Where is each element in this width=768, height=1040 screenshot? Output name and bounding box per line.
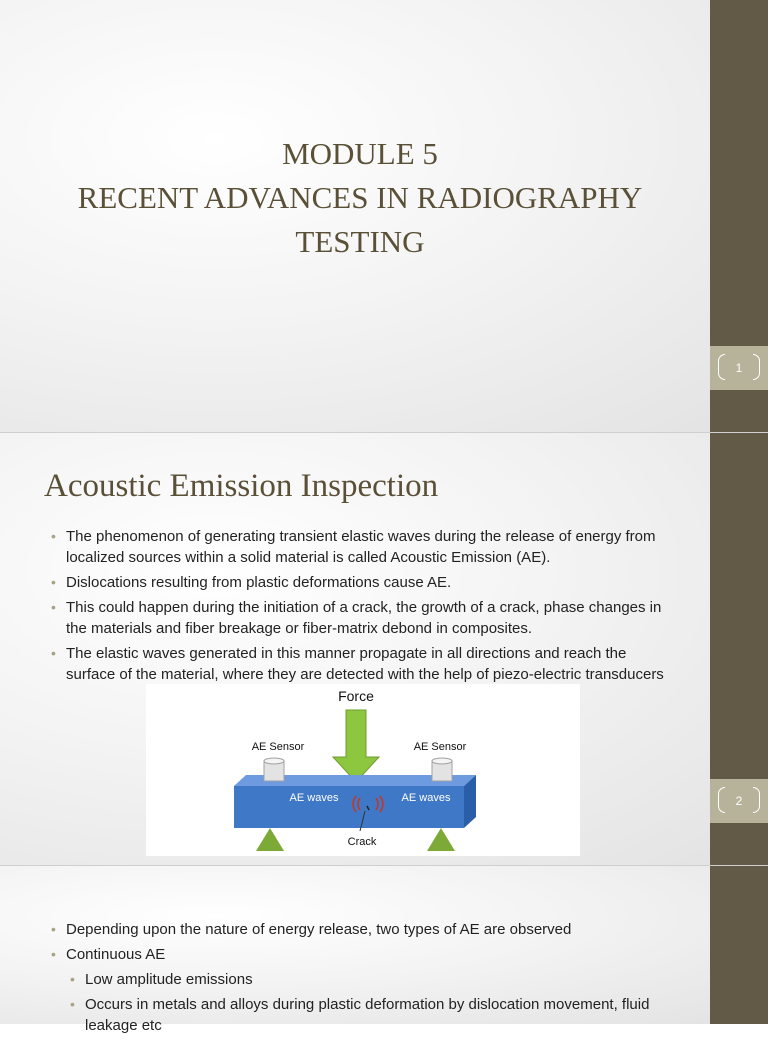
waves-left-label: AE waves [289, 792, 339, 804]
waves-right-label: AE waves [401, 792, 451, 804]
sub-bullet-item: • Low amplitude emissions [69, 969, 670, 990]
bullet-item: • This could happen during the initiation of a crack, the growth of a crack, phase changes in the materials and fiber breakage or fiber-matrix debond in composites. [50, 597, 670, 639]
bracket-left-icon [718, 787, 725, 813]
slide-2-number-tab [710, 779, 768, 823]
bullet-item: • Depending upon the nature of energy release, two types of AE are observed [50, 919, 670, 940]
slide-2-page-number: 2 [735, 794, 743, 808]
sensor-right-icon [432, 758, 452, 781]
slide-2 [0, 433, 768, 865]
bracket-right-icon [753, 787, 760, 813]
slide-3-side-rail [710, 866, 768, 1024]
sensor-left-label: AE Sensor [251, 741, 305, 753]
title-line-1: MODULE 5 [282, 136, 438, 171]
slide-1-page-number: 1 [735, 361, 743, 375]
crack-label: Crack [347, 836, 377, 848]
support-right-icon [427, 828, 455, 851]
sensor-right-label: AE Sensor [413, 741, 467, 753]
slide-2-title: Acoustic Emission Inspection [44, 468, 439, 504]
force-arrow-icon [333, 710, 379, 782]
bullet-item: • The phenomenon of generating transient elastic waves during the release of energy from localized sources within a solid material is called Acoustic Emission (AE). [50, 526, 670, 568]
bracket-right-icon [753, 354, 760, 380]
bullet-item: • The elastic waves generated in this manner propagate in all directions and reach the surface of the material, where they are detected with the help of piezo-electric transducers [50, 643, 670, 685]
sensor-left-icon [264, 758, 284, 781]
acoustic-emission-diagram [146, 684, 580, 856]
force-label: Force [338, 688, 374, 704]
slide-3 [0, 866, 768, 1034]
slide-3-bullet-list [50, 919, 670, 1040]
bullet-item: • Dislocations resulting from plastic deformations cause AE. [50, 572, 670, 593]
title-line-2: RECENT ADVANCES IN RADIOGRAPHY [77, 180, 643, 215]
slide-1-title [10, 132, 710, 264]
title-line-3: TESTING [295, 224, 425, 259]
bracket-left-icon [718, 354, 725, 380]
slide-1 [0, 0, 768, 432]
bullet-item: • Continuous AE [50, 944, 670, 965]
sub-bullet-item: • Occurs in metals and alloys during plastic deformation by dislocation movement, fluid leakage etc [69, 994, 670, 1036]
slide-1-number-tab [710, 346, 768, 390]
support-left-icon [256, 828, 284, 851]
slide-2-bullet-list [50, 526, 670, 689]
